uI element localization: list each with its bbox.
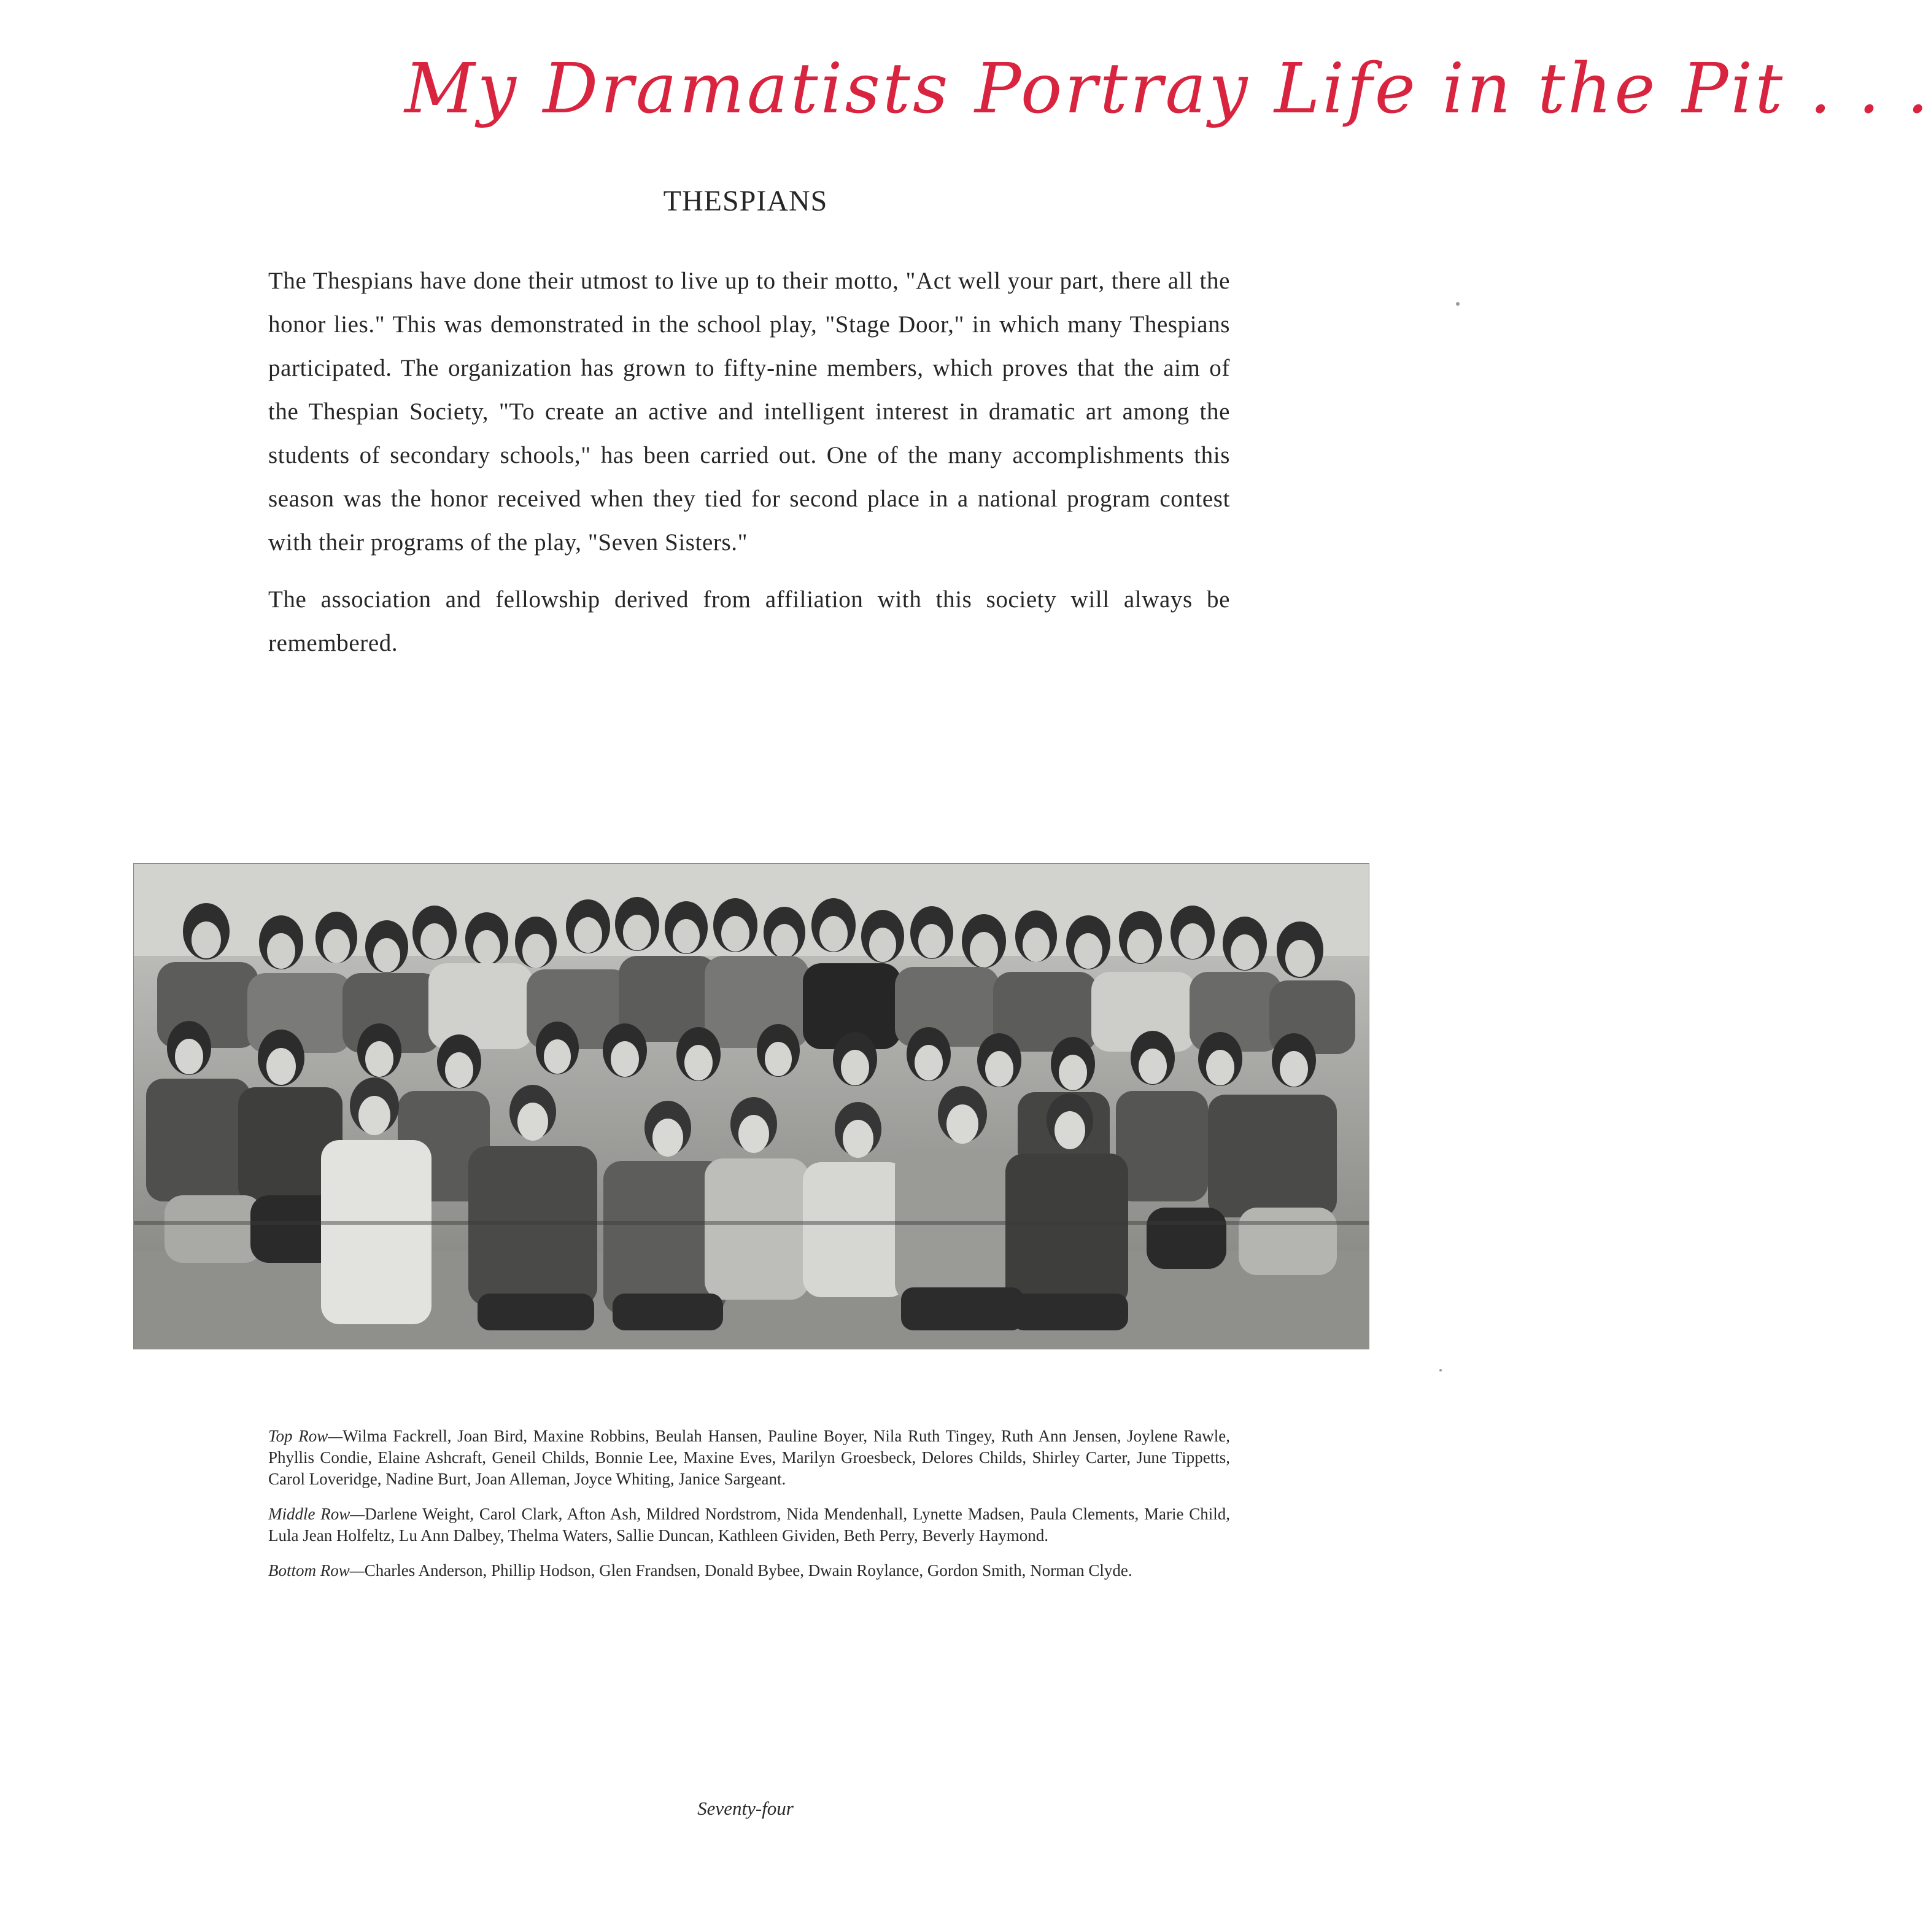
body-paragraph: The association and fellowship derived from affiliation with this society will always be remembered. — [268, 586, 1230, 656]
caption-names: Charles Anderson, Phillip Hodson, Glen Frandsen, Donald Bybee, Dwain Roylance, Gordon Smith, Norman Clyde. — [364, 1561, 1132, 1580]
section-title: THESPIANS — [663, 185, 828, 217]
body-text — [268, 259, 1230, 678]
page-number: Seventy-four — [697, 1798, 794, 1819]
caption-row-label: Top Row— — [268, 1427, 343, 1445]
caption-names: Darlene Weight, Carol Clark, Afton Ash, Mildred Nordstrom, Nida Mendenhall, Lynette Madsen, Paula Clements, Marie Child, Lula Jean Holfeltz, Lu Ann Dalbey, Thelma Waters, Sallie Duncan, Kathleen Gividen, Beth Perry, Beverly Haymond. — [268, 1505, 1230, 1545]
caption-row-label: Bottom Row— — [268, 1561, 365, 1580]
print-speck — [1456, 302, 1460, 306]
caption-middle-row — [268, 1503, 1230, 1546]
caption-names: Wilma Fackrell, Joan Bird, Maxine Robbins, Beulah Hansen, Pauline Boyer, Nila Ruth Tingey, Ruth Ann Jensen, Joylene Rawle, Phyllis Condie, Elaine Ashcraft, Geneil Childs, Bonnie Lee, Maxine Eves, Marilyn Groesbeck, Delores Childs, Shirley Carter, June Tippetts, Carol Loveridge, Nadine Burt, Joan Alleman, Joyce Whiting, Janice Sargeant. — [268, 1427, 1231, 1488]
caption-top-row — [268, 1426, 1230, 1490]
print-speck — [1439, 1369, 1442, 1371]
group-photo — [133, 863, 1369, 1349]
photo-captions — [268, 1426, 1230, 1595]
page-heading: My Dramatists Portray Life in the Pit . . . — [404, 49, 1931, 129]
body-paragraph: The Thespians have done their utmost to live up to their motto, "Act well your part, there all the honor lies." This was demonstrated in the school play, "Stage Door," in which many Thespians participated. The organization has grown to fifty-nine members, which proves that the aim of the Thespian Society, "To create an active and intelligent interest in dramatic art among the students of secondary schools," has been carried out. One of the many accomplishments this season was the honor received when they tied for second place in a national program contest with their programs of the play, "Seven Sisters." — [268, 268, 1230, 556]
caption-bottom-row — [268, 1560, 1230, 1581]
group-photo-illustration — [134, 864, 1369, 1349]
caption-row-label: Middle Row— — [268, 1505, 365, 1523]
